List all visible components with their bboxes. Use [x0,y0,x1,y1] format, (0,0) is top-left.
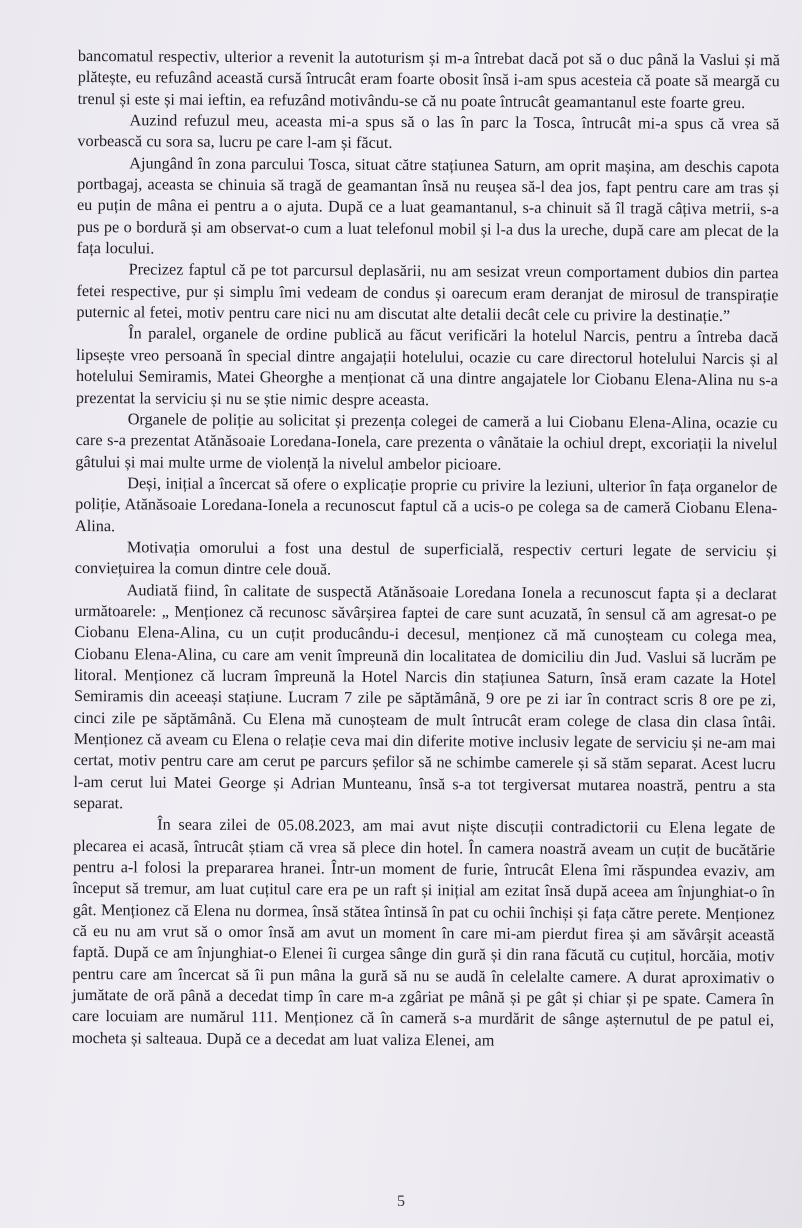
paragraph: În seara zilei de 05.08.2023, am mai avut niște discuții contradictorii cu Elena legate de plecarea ei acasă, întrucât știam că vrea să plece din hotel. În camera noastră aveam un cuțit de bucătărie pentru a-l folosi la prepararea hranei. Într-un moment de furie, întrucât Elena îmi răspundea evaziv, am început să tremur, am luat cuțitul care era pe un raft și inițial am ezitat însă după aceea am înjunghiat-o în gât. Menționez că Elena nu dormea, însă stătea întinsă în pat cu ochii închiși și fața către perete. Menționez că eu nu am vrut să o omor însă am avut un moment în care mi-am pierdut firea și am săvârșit această faptă. După ce am înjunghiat-o Elenei îi curgea sânge din gură și din rana făcută cu cuțitul, horcăia, motiv pentru care am încercat să îi pun mâna la gură să nu se audă în celelalte camere. A durat aproximativ o jumătate de oră până a decedat timp în care m-a zgâriat pe mână și pe gât și chiar și pe spate. Camera în care locuiam are numărul 111. Menționez că în cameră s-a murdărit de sânge așternutul de pe patul ei, mocheta și salteaua. După ce a decedat am luat valiza Elenei, am [71,815,776,1050]
paragraph: Motivația omorului a fost una destul de superficială, respectiv certuri legate de serviciu și conviețuirea la comun dintre cele două. [74,538,777,579]
document-body [72,46,780,1053]
paragraph: bancomatul respectiv, ulterior a revenit la autoturism și m-a întrebat dacă pot să o duc până la Vaslui și mă plătește, eu refuzând această cursă întrucât eram foarte obosit însă i-am spus acesteia că poate să meargă cu trenul și este și mai ieftin, ea refuzând motivându-se că nu poate întrucât geamantanul este foarte greu. [77,46,780,112]
paragraph: Deși, inițial a încercat să ofere o explicație proprie cu privire la leziuni, ulterior în fața organelor de poliție, Atănăsoaie Loredana-Ionela a recunoscut faptul că a ucis-o pe colega sa de cameră Ciobanu Elena-Alina. [75,474,778,535]
paragraph: Organele de poliție au solicitat și prezența colegei de cameră a lui Ciobanu Elena-Alina, ocazie cu care s-a prezentat Atănăsoaie Loredana-Ionela, care prezenta o vânătaie la ochiul drept, excoriații la nivelul gâtului și mai multe urme de violență la nivelul ambelor picioare. [75,410,778,474]
page-number: 5 [397,1193,405,1210]
paragraph: În paralel, organele de ordine publică au făcut verificări la hotelul Narcis, pentru a întreba dacă lipsește vreo persoană în special dintre angajații hotelului, ocazie cu care directorul hotelului Narcis și al hotelului Semiramis, Matei Gheorghe a menționat că una dintre angajatele lor Ciobanu Elena-Alina nu s-a prezentat la serviciu și nu se știe nimic despre aceasta. [75,324,779,409]
paragraph: Auzind refuzul meu, aceasta mi-a spus să o las în parc la Tosca, întrucât mi-a spus că vrea să vorbească cu sora sa, lucru pe care l-am și făcut. [77,111,780,153]
paragraph: Ajungând în zona parcului Tosca, situat către stațiunea Saturn, am oprit mașina, am deschis capota portbagaj, aceasta se chinuia să tragă de geamantan însă nu reușea să-l dea jos, fapt pentru care am tras și eu puțin de mâna ei pentru a o ajuta. După ce a luat geamantanul, s-a chinuit să îl tragă câțiva metrii, s-a pus pe o bordură și am observat-o cum a luat telefonul mobil și l-a dus la ureche, după care am plecat de la fața locului. [76,154,780,258]
paragraph: Precizez faptul că pe tot parcursul deplasării, nu am sesizat vreun comportament dubios din partea fetei respective, pur și simplu îmi vedeam de condus și oarecum eram deranjat de mirosul de transpirație puternic al fetei, motiv pentru care nici nu am discutat alte detalii decât cele cu privire la destinație.” [76,260,779,326]
paragraph: Audiată fiind, în calitate de suspectă Atănăsoaie Loredana Ionela a recunoscut fapta și a declarat următoarele: „ Menționez că recunosc săvârșirea faptei de care sunt acuzată, în sensul că am agresat-o pe Ciobanu Elena-Alina, cu un cuțit producându-i decesul, menționez că mă cunoșteam cu colega mea, Ciobanu Elena-Alina, cu care am venit împreună din localitatea de domiciliu din Jud. Vaslui să lucrăm pe litoral. Menționez că lucram împreună la Hotel Narcis din stațiunea Saturn, însă eram cazate la Hotel Semiramis din aceeași stațiune. Lucram 7 zile pe săptămână, 9 ore pe zi iar în contract scris 8 ore pe zi, cinci zile pe săptămână. Cu Elena mă cunoșteam de mult întrucât eram colege de clasa din clasa întâi. Menționez că aveam cu Elena o relație ceva mai din diferite motive inclusiv legate de serviciu și ne-am mai certat, motiv pentru care am cerut pe parcurs șefilor să ne schimbe camerele și să stăm separat. Acest lucru l-am cerut lui Matei George și Adrian Munteanu, însă s-a tot tergiversat mutarea noastră, pentru a sta separat. [73,580,777,813]
